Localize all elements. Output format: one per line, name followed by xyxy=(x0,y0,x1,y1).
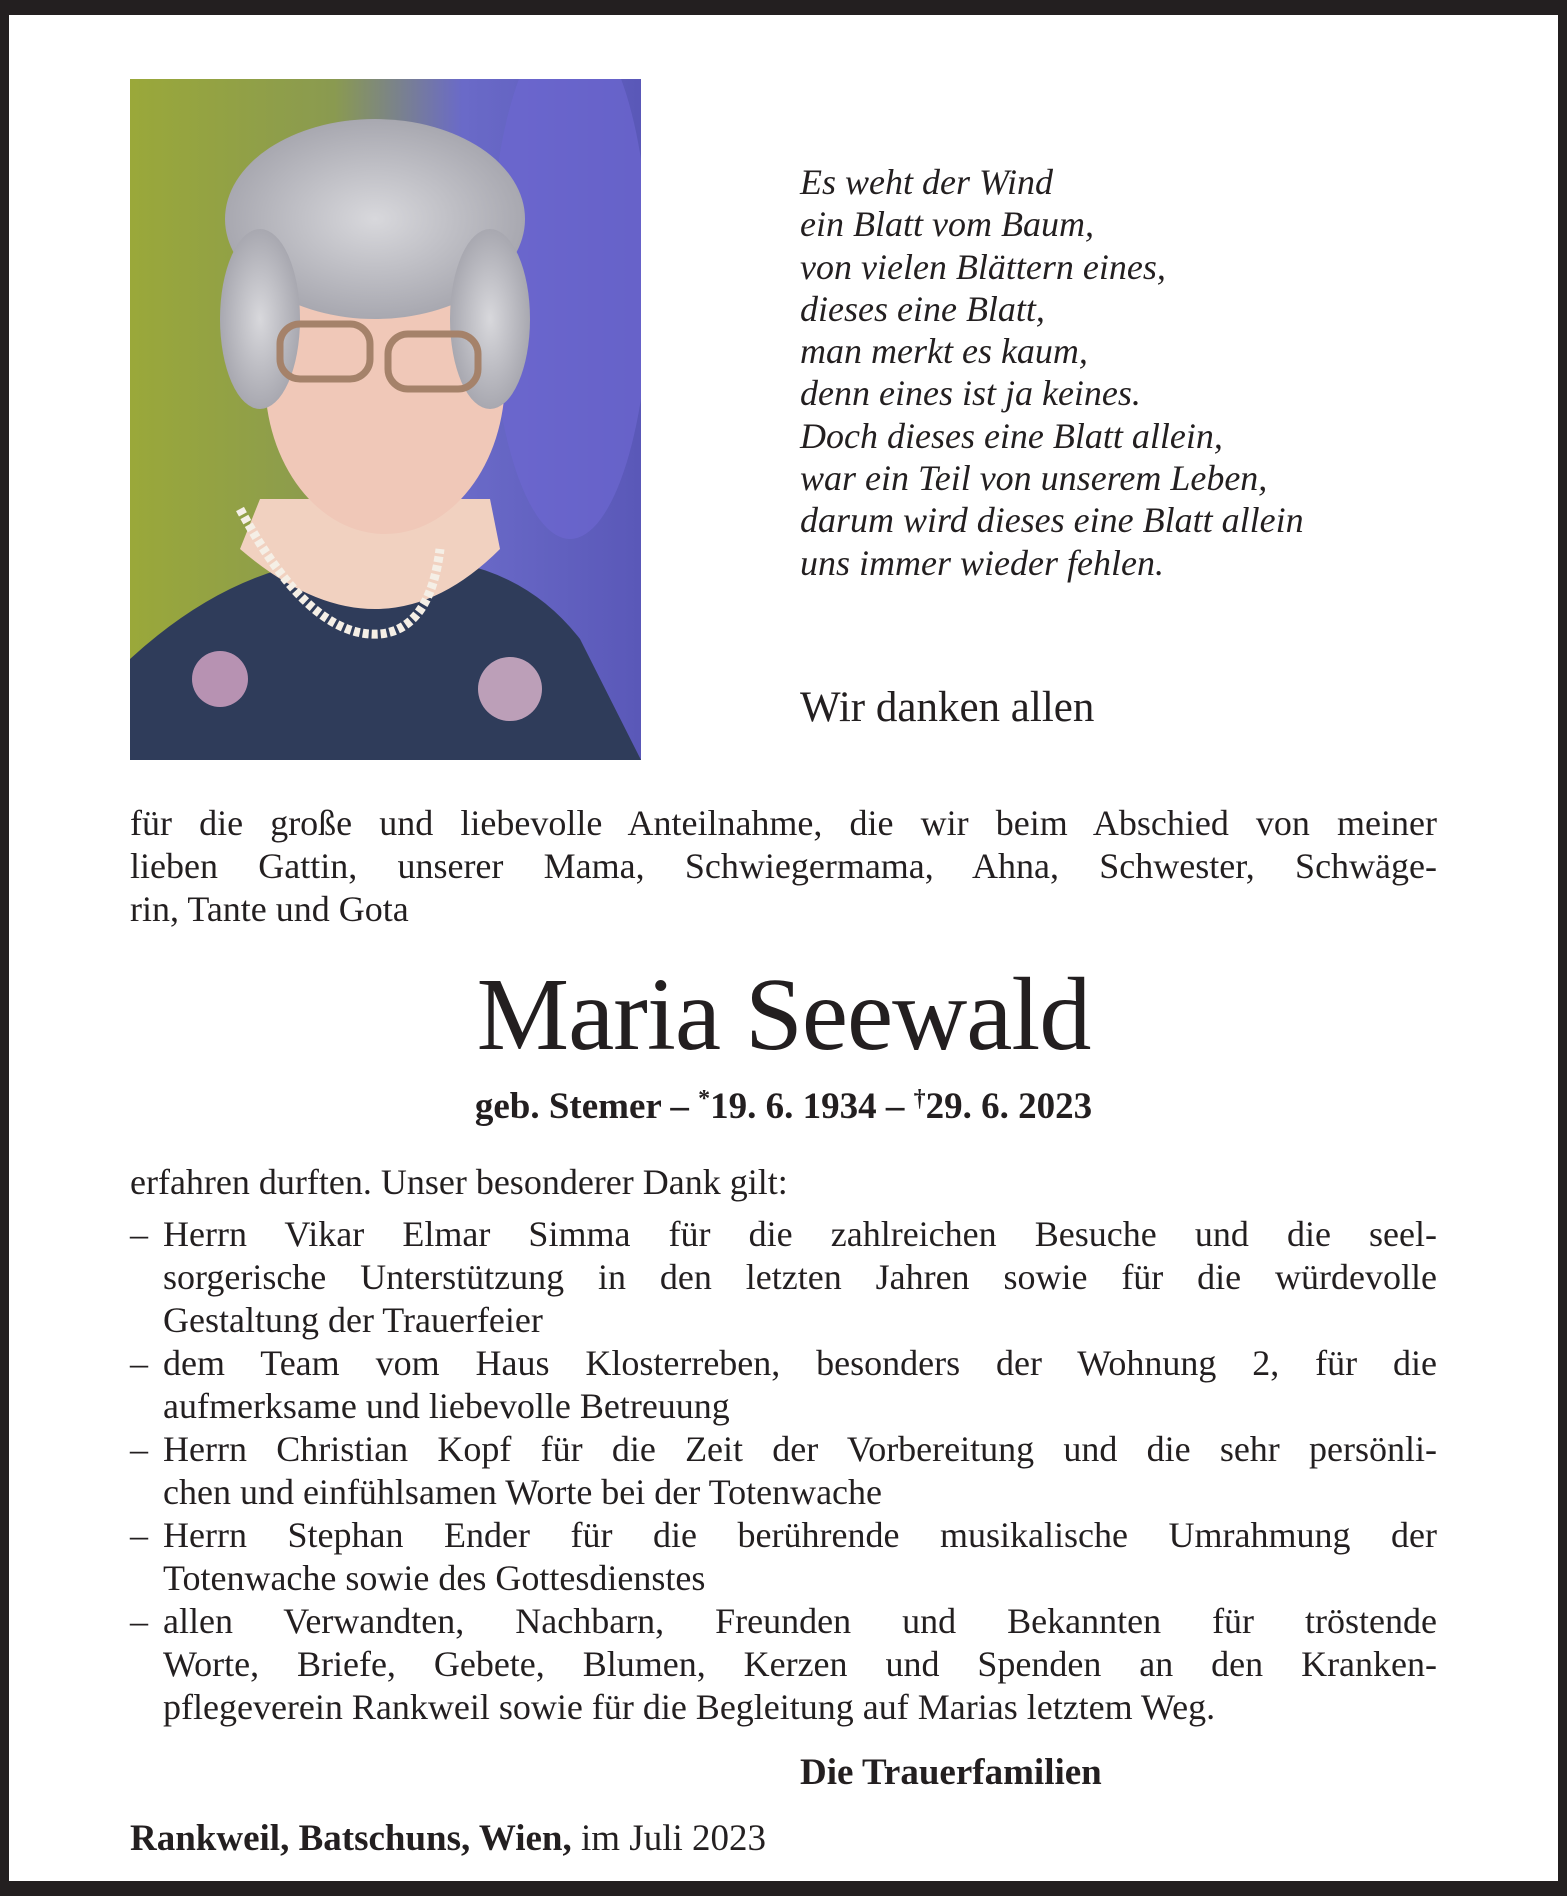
deceased-name: Maria Seewald xyxy=(476,957,1091,1072)
poem xyxy=(800,161,1304,584)
place-date xyxy=(130,1817,766,1860)
paragraph-line: rin, Tante und Gota xyxy=(130,889,409,929)
towns: Rankweil, Batschuns, Wien, xyxy=(130,1818,572,1859)
separator: – xyxy=(885,1086,905,1127)
thanks-intro: erfahren durften. Unser besonderer Dank gilt: xyxy=(130,1162,788,1202)
signature: Die Trauerfamilien xyxy=(800,1752,1102,1793)
dash-bullet: – xyxy=(130,1343,148,1383)
maiden-name: geb. Stemer xyxy=(474,1086,662,1127)
list-item-line: chen und einfühlsamen Worte bei der Totenwache xyxy=(163,1472,882,1512)
paragraph-line: für die große und liebevolle Anteilnahme, die wir beim Abschied von meiner xyxy=(130,803,1437,843)
life-dates xyxy=(9,1085,1558,1128)
poem-line: war ein Teil von unserem Leben, xyxy=(800,458,1268,499)
list-item-line: dem Team vom Haus Klosterreben, besonders der Wohnung 2, für die xyxy=(163,1343,1437,1383)
portrait-photo xyxy=(130,79,641,760)
list-item xyxy=(130,1342,1437,1428)
birth-date: 19. 6. 1934 xyxy=(710,1086,877,1127)
obituary-page xyxy=(9,15,1558,1881)
poem-line: Es weht der Wind xyxy=(800,162,1053,202)
dash-bullet: – xyxy=(130,1515,148,1555)
list-item-line: Herrn Stephan Ender für die berührende musikalische Umrahmung der xyxy=(163,1515,1437,1555)
thanks-paragraph xyxy=(130,802,1437,931)
poem-line: Doch dieses eine Blatt allein, xyxy=(800,415,1223,456)
dash-bullet: – xyxy=(130,1214,148,1254)
poem-line: man merkt es kaum, xyxy=(800,331,1088,372)
list-item-line: Herrn Christian Kopf für die Zeit der Vorbereitung und die sehr persönli- xyxy=(163,1429,1437,1469)
list-item xyxy=(130,1600,1437,1729)
list-item-line: pflegeverein Rankweil sowie für die Begleitung auf Marias letztem Weg. xyxy=(163,1687,1216,1727)
dash-bullet: – xyxy=(130,1601,148,1641)
list-item-line: Herrn Vikar Elmar Simma für die zahlreichen Besuche und die seel- xyxy=(163,1214,1437,1254)
poem-line: ein Blatt vom Baum, xyxy=(800,204,1094,245)
list-item-line: Worte, Briefe, Gebete, Blumen, Kerzen und Spenden an den Kranken- xyxy=(163,1644,1437,1684)
separator: – xyxy=(670,1086,689,1127)
list-item xyxy=(130,1213,1437,1342)
list-item-line: Gestaltung der Trauerfeier xyxy=(163,1300,543,1340)
list-item xyxy=(130,1514,1437,1600)
list-item-line: aufmerksame und liebevolle Betreuung xyxy=(163,1386,730,1426)
date: im Juli 2023 xyxy=(580,1818,767,1859)
thanks-list xyxy=(130,1213,1437,1729)
paragraph-line: lieben Gattin, unserer Mama, Schwiegermama, Ahna, Schwester, Schwäge- xyxy=(130,846,1437,886)
poem-line: von vielen Blättern eines, xyxy=(800,246,1166,287)
poem-line: dieses eine Blatt, xyxy=(800,288,1045,329)
birth-symbol: * xyxy=(698,1086,711,1112)
thanks-heading: Wir danken allen xyxy=(800,684,1095,731)
dash-bullet: – xyxy=(130,1429,148,1469)
list-item-line: Totenwache sowie des Gottesdienstes xyxy=(163,1558,706,1598)
death-date: 29. 6. 2023 xyxy=(925,1086,1093,1127)
list-item-line: sorgerische Unterstützung in den letzten Jahren sowie für die würdevolle xyxy=(163,1257,1437,1297)
poem-line: darum wird dieses eine Blatt allein xyxy=(800,500,1304,541)
list-item-line: allen Verwandten, Nachbarn, Freunden und Bekannten für tröstende xyxy=(163,1601,1437,1641)
poem-line: uns immer wieder fehlen. xyxy=(800,542,1164,583)
list-item xyxy=(130,1428,1437,1514)
death-symbol: † xyxy=(913,1086,926,1112)
poem-line: denn eines ist ja keines. xyxy=(800,373,1141,414)
